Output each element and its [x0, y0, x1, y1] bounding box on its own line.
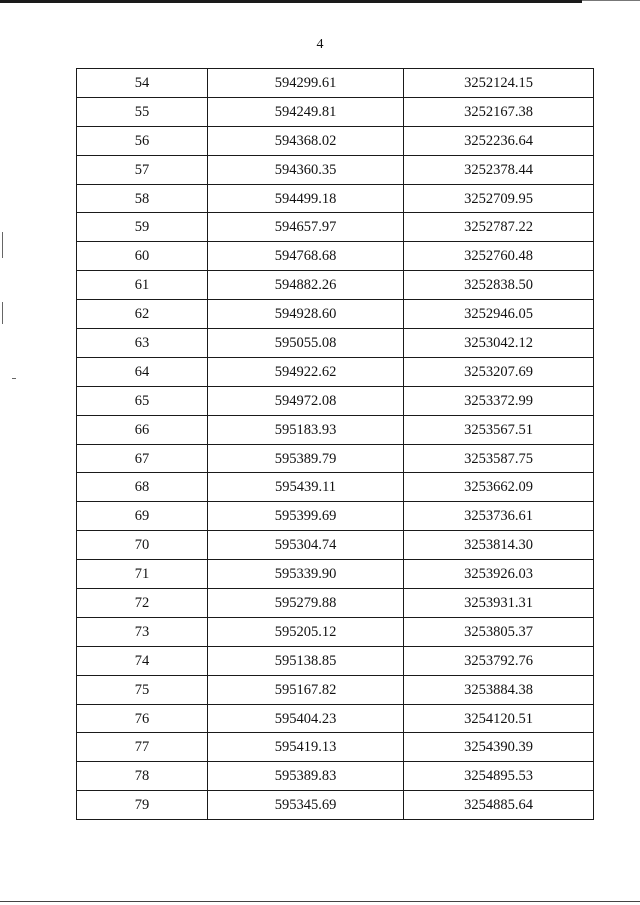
y-coordinate-cell: 3253931.31 [404, 589, 594, 618]
point-id-cell: 78 [77, 762, 208, 791]
table-row [77, 415, 594, 444]
point-id-cell: 75 [77, 675, 208, 704]
x-coordinate-cell: 595205.12 [208, 617, 404, 646]
x-coordinate-cell: 595183.93 [208, 415, 404, 444]
x-coordinate-cell: 594249.81 [208, 97, 404, 126]
table-row [77, 271, 594, 300]
x-coordinate-cell: 595345.69 [208, 791, 404, 820]
point-id-cell: 79 [77, 791, 208, 820]
y-coordinate-cell: 3252760.48 [404, 242, 594, 271]
bottom-border-rule [0, 901, 640, 902]
y-coordinate-cell: 3252838.50 [404, 271, 594, 300]
point-id-cell: 64 [77, 357, 208, 386]
y-coordinate-cell: 3254390.39 [404, 733, 594, 762]
point-id-cell: 70 [77, 531, 208, 560]
top-border-rule-thin [582, 0, 640, 1]
point-id-cell: 69 [77, 502, 208, 531]
point-id-cell: 59 [77, 213, 208, 242]
y-coordinate-cell: 3252167.38 [404, 97, 594, 126]
x-coordinate-cell: 594299.61 [208, 69, 404, 98]
point-id-cell: 57 [77, 155, 208, 184]
x-coordinate-cell: 594368.02 [208, 126, 404, 155]
y-coordinate-cell: 3253587.75 [404, 444, 594, 473]
y-coordinate-cell: 3254895.53 [404, 762, 594, 791]
y-coordinate-cell: 3254120.51 [404, 704, 594, 733]
y-coordinate-cell: 3252124.15 [404, 69, 594, 98]
table-row [77, 589, 594, 618]
page-number: 4 [316, 37, 324, 52]
table-row [77, 242, 594, 271]
table-row [77, 213, 594, 242]
table-row [77, 733, 594, 762]
point-id-cell: 63 [77, 329, 208, 358]
table-row [77, 646, 594, 675]
x-coordinate-cell: 595399.69 [208, 502, 404, 531]
top-border-rule [0, 0, 582, 3]
point-id-cell: 76 [77, 704, 208, 733]
x-coordinate-cell: 595389.83 [208, 762, 404, 791]
point-id-cell: 73 [77, 617, 208, 646]
point-id-cell: 65 [77, 386, 208, 415]
x-coordinate-cell: 594657.97 [208, 213, 404, 242]
y-coordinate-cell: 3252946.05 [404, 300, 594, 329]
y-coordinate-cell: 3253805.37 [404, 617, 594, 646]
table-row [77, 502, 594, 531]
y-coordinate-cell: 3252787.22 [404, 213, 594, 242]
x-coordinate-cell: 594768.68 [208, 242, 404, 271]
table-row [77, 357, 594, 386]
table-row [77, 155, 594, 184]
point-id-cell: 68 [77, 473, 208, 502]
point-id-cell: 71 [77, 560, 208, 589]
point-id-cell: 58 [77, 184, 208, 213]
y-coordinate-cell: 3253884.38 [404, 675, 594, 704]
x-coordinate-cell: 595439.11 [208, 473, 404, 502]
table-row [77, 560, 594, 589]
x-coordinate-cell: 594928.60 [208, 300, 404, 329]
y-coordinate-cell: 3252709.95 [404, 184, 594, 213]
y-coordinate-cell: 3253814.30 [404, 531, 594, 560]
table-row [77, 704, 594, 733]
y-coordinate-cell: 3254885.64 [404, 791, 594, 820]
y-coordinate-cell: 3252378.44 [404, 155, 594, 184]
table-row [77, 184, 594, 213]
scan-edge-mark [2, 302, 3, 324]
table-row [77, 444, 594, 473]
y-coordinate-cell: 3253042.12 [404, 329, 594, 358]
table-row [77, 69, 594, 98]
point-id-cell: 74 [77, 646, 208, 675]
table-row [77, 762, 594, 791]
y-coordinate-cell: 3253926.03 [404, 560, 594, 589]
point-id-cell: 61 [77, 271, 208, 300]
table-row [77, 531, 594, 560]
x-coordinate-cell: 594499.18 [208, 184, 404, 213]
table-row [77, 97, 594, 126]
point-id-cell: 60 [77, 242, 208, 271]
coordinate-table [76, 68, 594, 820]
point-id-cell: 62 [77, 300, 208, 329]
point-id-cell: 56 [77, 126, 208, 155]
x-coordinate-cell: 594922.62 [208, 357, 404, 386]
x-coordinate-cell: 595389.79 [208, 444, 404, 473]
point-id-cell: 54 [77, 69, 208, 98]
y-coordinate-cell: 3253736.61 [404, 502, 594, 531]
table-row [77, 617, 594, 646]
x-coordinate-cell: 595419.13 [208, 733, 404, 762]
point-id-cell: 77 [77, 733, 208, 762]
scan-edge-mark [2, 232, 3, 258]
point-id-cell: 66 [77, 415, 208, 444]
y-coordinate-cell: 3253207.69 [404, 357, 594, 386]
x-coordinate-cell: 595304.74 [208, 531, 404, 560]
table-row [77, 675, 594, 704]
x-coordinate-cell: 595167.82 [208, 675, 404, 704]
table-row [77, 300, 594, 329]
y-coordinate-cell: 3253567.51 [404, 415, 594, 444]
y-coordinate-cell: 3253372.99 [404, 386, 594, 415]
point-id-cell: 67 [77, 444, 208, 473]
y-coordinate-cell: 3252236.64 [404, 126, 594, 155]
x-coordinate-cell: 594972.08 [208, 386, 404, 415]
table-row [77, 473, 594, 502]
y-coordinate-cell: 3253792.76 [404, 646, 594, 675]
table-row [77, 126, 594, 155]
scan-edge-mark [12, 378, 16, 379]
y-coordinate-cell: 3253662.09 [404, 473, 594, 502]
x-coordinate-cell: 595339.90 [208, 560, 404, 589]
table-row [77, 329, 594, 358]
x-coordinate-cell: 595279.88 [208, 589, 404, 618]
x-coordinate-cell: 594882.26 [208, 271, 404, 300]
x-coordinate-cell: 595055.08 [208, 329, 404, 358]
table-row [77, 386, 594, 415]
table-row [77, 791, 594, 820]
point-id-cell: 55 [77, 97, 208, 126]
x-coordinate-cell: 594360.35 [208, 155, 404, 184]
x-coordinate-cell: 595138.85 [208, 646, 404, 675]
x-coordinate-cell: 595404.23 [208, 704, 404, 733]
point-id-cell: 72 [77, 589, 208, 618]
